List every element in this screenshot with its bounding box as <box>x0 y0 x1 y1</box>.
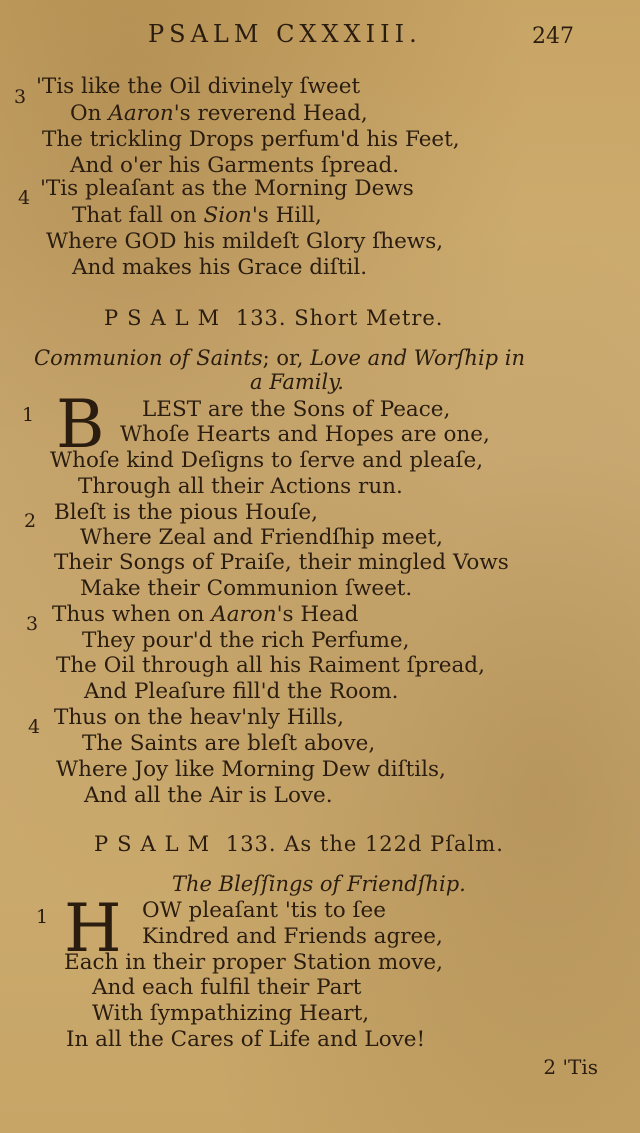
psalm-subtitle-line-2: a Family. <box>250 370 344 394</box>
psalm-heading <box>94 832 504 856</box>
drop-cap: B <box>56 386 105 463</box>
psalm-heading <box>104 306 443 330</box>
verse-line: Thus when on Aaron's Head <box>52 602 359 627</box>
running-title: PSALM CXXXIII. <box>148 20 422 48</box>
verse-line: And each fulfil their Part <box>92 975 362 1000</box>
psalm-subtitle <box>34 346 525 370</box>
psalm-heading-caps: PSALM <box>104 306 229 330</box>
stanza-number: 3 <box>14 86 27 108</box>
verse-line: OW pleaſant 'tis to ſee <box>142 898 386 923</box>
page-number: 247 <box>532 24 574 49</box>
stanza-number: 4 <box>18 187 31 209</box>
verse-line: The trickling Drops perfum'd his Feet, <box>42 127 460 152</box>
stanza-number: 1 <box>36 906 49 928</box>
verse-line: 'Tis pleaſant as the Morning Dews <box>40 176 414 201</box>
psalm-heading-rest: 133. As the 122d Pſalm. <box>225 832 504 856</box>
stanza-number: 1 <box>22 404 35 426</box>
verse-line: And Pleaſure fill'd the Room. <box>84 679 399 704</box>
verse-line: Whoſe Hearts and Hopes are one, <box>120 422 490 447</box>
verse-line: Through all their Actions run. <box>78 474 403 499</box>
verse-line: Thus on the heav'nly Hills, <box>54 705 344 730</box>
verse-line: With ſympathizing Heart, <box>92 1001 370 1026</box>
verse-line: And o'er his Garments ſpread. <box>70 153 400 178</box>
verse-line: Where Zeal and Friendſhip meet, <box>80 525 443 550</box>
verse-line: Where GOD his mildeſt Glory ſhews, <box>46 229 444 254</box>
catchword: 2 'Tis <box>543 1055 598 1079</box>
verse-line: Kindred and Friends agree, <box>142 924 443 949</box>
verse-line: That fall on Sion's Hill, <box>72 203 322 228</box>
stanza-number: 3 <box>26 613 39 635</box>
verse-line: The Saints are bleſt above, <box>82 731 376 756</box>
verse-line: Where Joy like Morning Dew diſtils, <box>56 757 446 782</box>
psalm-subtitle: The Bleſſings of Friendſhip. <box>172 872 466 896</box>
verse-line: LEST are the Sons of Peace, <box>142 397 451 422</box>
psalm-heading-rest: 133. Short Metre. <box>235 306 444 330</box>
verse-line: And all the Air is Love. <box>84 783 333 808</box>
verse-line: Bleſt is the pious Houſe, <box>54 500 318 525</box>
verse-line: Whoſe kind Deſigns to ſerve and pleaſe, <box>50 448 484 473</box>
verse-line: On Aaron's reverend Head, <box>70 101 368 126</box>
stanza-number: 4 <box>28 716 41 738</box>
subtitle-part: Communion of Saints <box>34 346 263 370</box>
psalm-heading-caps: PSALM <box>94 832 219 856</box>
verse-line: And makes his Grace diſtil. <box>72 255 368 280</box>
verse-line: The Oil through all his Raiment ſpread, <box>56 653 485 678</box>
subtitle-part: ; or, <box>262 346 311 370</box>
verse-line: Each in their proper Station move, <box>64 950 443 975</box>
verse-line: In all the Cares of Life and Love! <box>66 1027 426 1052</box>
drop-cap: H <box>64 890 122 967</box>
subtitle-part: Love and Worſhip in <box>310 346 526 370</box>
running-head <box>0 20 640 54</box>
stanza-number: 2 <box>24 510 37 532</box>
verse-line: They pour'd the rich Perfume, <box>82 628 410 653</box>
verse-line: 'Tis like the Oil divinely ſweet <box>36 74 361 99</box>
verse-line: Their Songs of Praiſe, their mingled Vows <box>54 550 509 575</box>
verse-line: Make their Communion ſweet. <box>80 576 413 601</box>
